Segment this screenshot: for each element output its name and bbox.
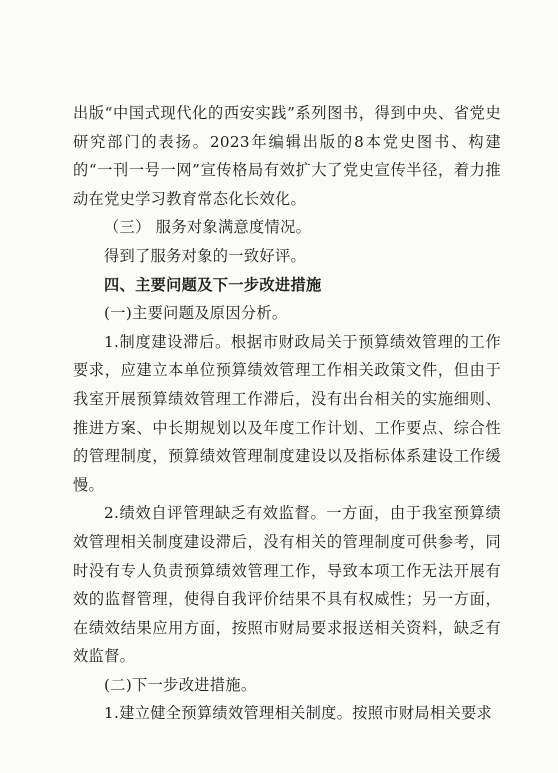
paragraph-publishing-achievements: 出版“中国式现代化的西安实践”系列图书，得到中央、省党史研究部门的表扬。2023年编辑出版的8本党史图书、构建的“一刊一号一网”宣传格局有效扩大了党史宣传半径，着力推动在党史学习教育常态化长效化。 <box>73 104 501 208</box>
paragraph-satisfaction: 得到了服务对象的一致好评。 <box>104 246 306 265</box>
paragraph-establish-system: 1.建立健全预算绩效管理相关制度。按照市财局相关要求 <box>104 704 493 723</box>
subheading-problem-analysis: (一)主要问题及原因分析。 <box>104 304 288 323</box>
subheading-satisfaction: （三） 服务对象满意度情况。 <box>104 218 312 237</box>
document-body <box>73 99 501 728</box>
subheading-next-steps: (二)下一步改进措施。 <box>104 675 257 694</box>
paragraph-supervision-lack: 2.绩效自评管理缺乏有效监督。一方面，由于我室预算绩效管理相关制度建设滞后，没有相关的管理制度可供参考，同时没有专人负责预算绩效管理工作，导致本项工作无法开展有效的监督管理，使得自我评价结果不具有权威性；另一方面，在绩效结果应用方面，按照市财局要求报送相关资料，缺乏有效监督。 <box>73 504 501 666</box>
paragraph-institution-lag: 1.制度建设滞后。根据市财政局关于预算绩效管理的工作要求，应建立本单位预算绩效管理工作相关政策文件，但由于我室开展预算绩效管理工作滞后，没有出台相关的实施细则、推进方案、中长期规划以及年度工作计划、工作要点、综合性的管理制度，预算绩效管理制度建设以及指标体系建设工作缓慢。 <box>73 332 501 494</box>
section-heading-problems: 四、主要问题及下一步改进措施 <box>104 275 322 294</box>
